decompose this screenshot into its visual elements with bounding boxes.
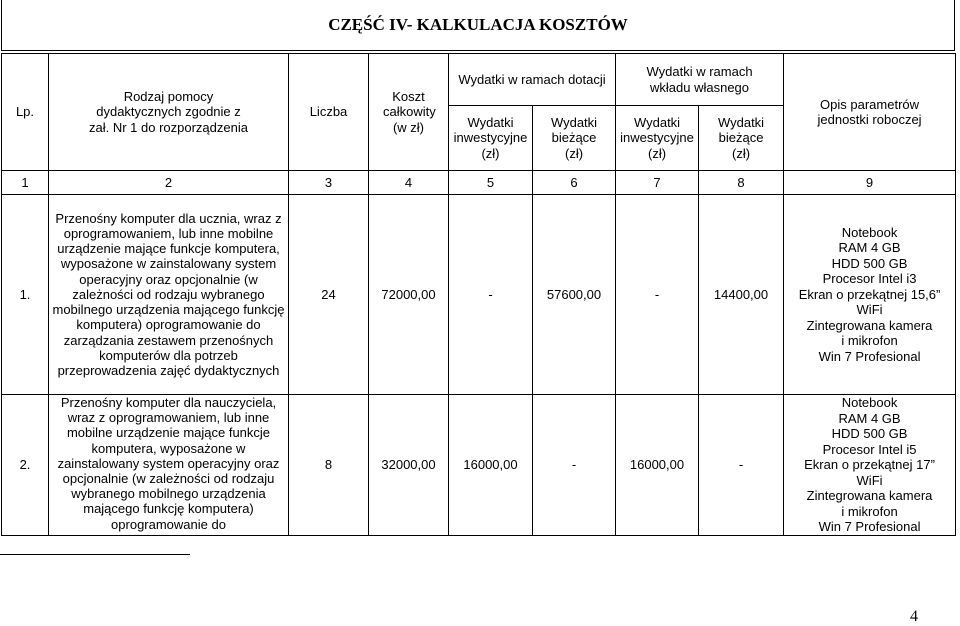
row-rodzaj: Przenośny komputer dla nauczyciela, wraz z oprogramowaniem, lub inne mobilne urządzenie mające funkcje komputera, wyposażone w zainstalowany system operacyjny oraz opcjonalnie (w zależności od rodzaju wybranego mobilnego urządzenia mającego funkcję komputera) oprogramowanie do (49, 395, 289, 536)
opis-line: i mikrofon (841, 333, 898, 349)
cost-table (1, 53, 956, 536)
header-dotacja-inwestycyjne: Wydatki inwestycyjne (zł) (449, 106, 533, 171)
column-number: 8 (699, 171, 784, 195)
row-koszt: 72000,00 (369, 195, 449, 395)
row-lp: 2. (2, 395, 49, 536)
opis-line: Win 7 Profesional (818, 348, 921, 364)
opis-line: Procesor Intel i5 (822, 441, 917, 457)
row-koszt: 32000,00 (369, 395, 449, 536)
table-row (2, 195, 956, 395)
header-koszt: Koszt całkowity (w zł) (369, 54, 449, 171)
row-rodzaj: Przenośny komputer dla ucznia, wraz z oprogramowaniem, lub inne mobilne urządzenie mające funkcje komputera, wyposażone w zainstalowany system operacyjny oraz opcjonalnie (w zależności od rodzaju wybranego mobilnego urządzenia mającego funkcję komputera) oprogramowanie do zarządzania zestawem przenośnych komputerów dla potrzeb przeprowadzenia zajęć dydaktycznych (49, 195, 289, 395)
footnote-separator (0, 554, 190, 555)
row-wklad-inwestycyjne: - (616, 195, 699, 395)
row-wklad-biezace: 14400,00 (699, 195, 784, 395)
opis-line: WiFi (856, 472, 883, 488)
column-number-row (2, 171, 956, 195)
opis-line: Win 7 Profesional (818, 519, 921, 534)
header-opis: Opis parametrów jednostki roboczej (784, 54, 956, 171)
header-dotacja-biezace: Wydatki bieżące (zł) (533, 106, 616, 171)
opis-line: HDD 500 GB (831, 255, 908, 271)
header-liczba: Liczba (289, 54, 369, 171)
row-dotacja-biezace: 57600,00 (533, 195, 616, 395)
row-dotacja-biezace: - (533, 395, 616, 536)
row-opis (784, 195, 956, 395)
section-title: CZĘŚĆ IV- KALKULACJA KOSZTÓW (328, 15, 628, 34)
row-lp: 1. (2, 195, 49, 395)
row-wklad-biezace: - (699, 395, 784, 536)
header-rodzaj: Rodzaj pomocy dydaktycznych zgodnie z zał. Nr 1 do rozporządzenia (49, 54, 289, 171)
page-number: 4 (910, 608, 918, 625)
row-opis (784, 395, 956, 536)
opis-line: Ekran o przekątnej 17” (804, 457, 935, 472)
opis-line: Zintegrowana kamera (806, 317, 933, 333)
header-wklad-inwestycyjne: Wydatki inwestycyjne (zł) (616, 106, 699, 171)
row-wklad-inwestycyjne: 16000,00 (616, 395, 699, 536)
header-wklad: Wydatki w ramach wkładu własnego (616, 54, 784, 106)
section-title-box (1, 0, 955, 51)
opis-line: HDD 500 GB (831, 426, 908, 441)
opis-line: Notebook (841, 224, 898, 240)
header-dotacja: Wydatki w ramach dotacji (449, 54, 616, 106)
opis-line: RAM 4 GB (838, 410, 901, 426)
column-number: 6 (533, 171, 616, 195)
row-dotacja-inwestycyjne: - (449, 195, 533, 395)
row-liczba: 8 (289, 395, 369, 536)
opis-line: RAM 4 GB (838, 240, 901, 256)
header-wklad-biezace: Wydatki bieżące (zł) (699, 106, 784, 171)
opis-line: Notebook (841, 395, 898, 410)
row-dotacja-inwestycyjne: 16000,00 (449, 395, 533, 536)
opis-line: Zintegrowana kamera (806, 488, 933, 503)
table-row (2, 395, 956, 536)
column-number: 3 (289, 171, 369, 195)
column-number: 7 (616, 171, 699, 195)
opis-line: Ekran o przekątnej 15,6” (798, 286, 941, 302)
opis-line: i mikrofon (841, 503, 898, 519)
opis-line: WiFi (856, 302, 883, 318)
column-number: 4 (369, 171, 449, 195)
row-liczba: 24 (289, 195, 369, 395)
column-number: 2 (49, 171, 289, 195)
column-number: 5 (449, 171, 533, 195)
opis-line: Procesor Intel i3 (822, 271, 917, 287)
column-number: 1 (2, 171, 49, 195)
header-lp: Lp. (2, 54, 49, 171)
column-number: 9 (784, 171, 956, 195)
